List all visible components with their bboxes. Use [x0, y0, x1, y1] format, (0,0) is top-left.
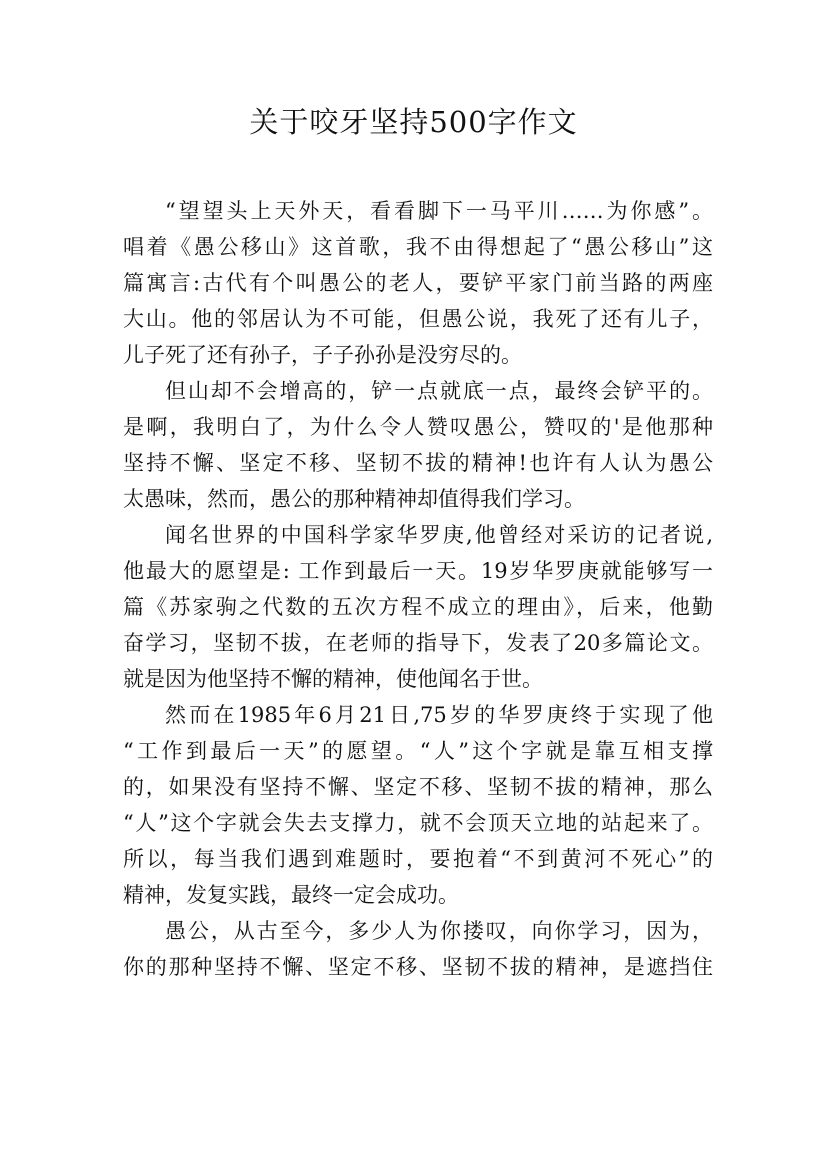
- text-line: 精神，发复实践，最终一定会成功。: [123, 883, 459, 907]
- text-line: “人”这个字就会失去支撑力，就不会顶天立地的站起来了。: [123, 811, 713, 835]
- text-line: 坚持不懈、坚定不移、坚韧不拔的精神!也许有人认为愚公: [123, 451, 713, 475]
- text-line: 唱着《愚公移山》这首歌，我不由得想起了“愚公移山”这: [123, 235, 713, 259]
- paragraph: [123, 913, 713, 985]
- document-body: [123, 193, 713, 985]
- text-line: 儿子死了还有孙子，子子孙孙是没穷尽的。: [123, 343, 522, 367]
- text-line: 的，如果没有坚持不懈、坚定不移、坚韧不拔的精神，那么: [123, 775, 713, 799]
- text-line: 他最大的愿望是: 工作到最后一天。19岁华罗庚就能够写一: [123, 559, 713, 583]
- paragraph: [123, 697, 713, 913]
- text-line: 大山。他的邻居认为不可能，但愚公说，我死了还有儿子，: [123, 307, 713, 331]
- text-line: 所以，每当我们遇到难题时，要抱着“不到黄河不死心”的: [123, 847, 713, 871]
- paragraph: [123, 517, 713, 697]
- text-line: 太愚味，然而，愚公的那种精神却值得我们学习。: [123, 487, 585, 511]
- text-line: 奋学习，坚韧不拔，在老师的指导下，发表了20多篇论文。: [123, 631, 713, 655]
- text-line: 闻名世界的中国科学家华罗庚,他曾经对采访的记者说,: [165, 523, 713, 547]
- text-line: “望望头上天外天，看看脚下一马平川……为你感”。: [165, 199, 713, 223]
- text-line: “工作到最后一天”的愿望。“人”这个字就是靠互相支撑: [123, 739, 713, 763]
- text-line: 但山却不会增高的，铲一点就底一点，最终会铲平的。: [165, 379, 713, 403]
- text-line: 然而在1985年6月21日,75岁的华罗庚终于实现了他: [165, 703, 713, 727]
- text-line: 你的那种坚持不懈、坚定不移、坚韧不拔的精神，是遮挡住: [123, 955, 713, 979]
- document-title: 关于咬牙坚持500字作文: [249, 105, 578, 139]
- paragraph: [123, 373, 713, 517]
- paragraph: [123, 193, 713, 373]
- text-line: 篇《苏家驹之代数的五次方程不成立的理由》，后来，他勤: [123, 595, 713, 619]
- text-line: 愚公，从古至今，多少人为你搂叹，向你学习，因为，: [165, 919, 713, 943]
- text-line: 篇寓言:古代有个叫愚公的老人，要铲平家门前当路的两座: [123, 271, 713, 295]
- text-line: 是啊，我明白了，为什么令人赞叹愚公，赞叹的'是他那种: [123, 415, 713, 439]
- text-line: 就是因为他坚持不懈的精神，使他闻名于世。: [123, 667, 543, 691]
